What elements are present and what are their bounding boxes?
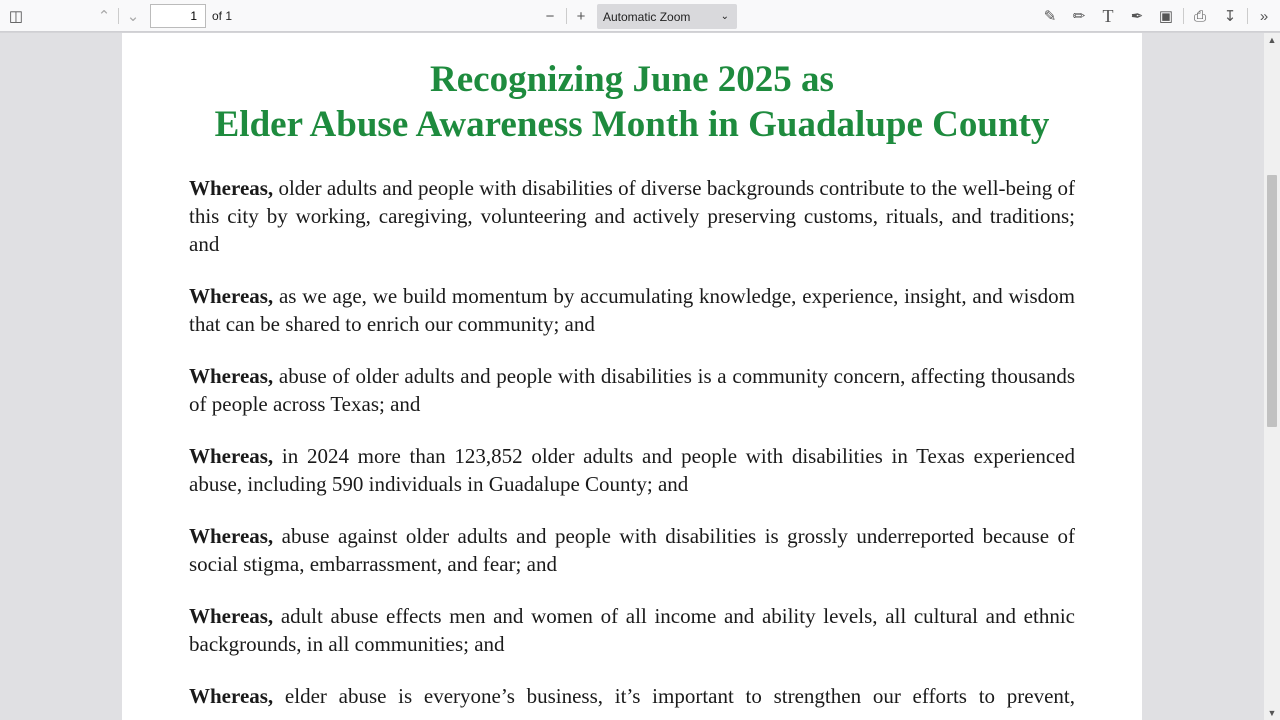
sidebar-toggle-icon[interactable]: ◫ — [8, 8, 24, 25]
toolbar-separator — [1247, 8, 1248, 24]
whereas-text: adult abuse effects men and women of all income and ability levels, all cultural and ethnic backgrounds, in all communities; and — [189, 604, 1075, 656]
pdf-toolbar — [0, 0, 1280, 32]
more-tools-icon[interactable]: » — [1259, 7, 1269, 25]
pdf-page — [122, 33, 1142, 720]
toolbar-separator — [1183, 8, 1184, 24]
whereas-lead: Whereas, — [189, 284, 274, 308]
zoom-in-button[interactable]: + — [576, 7, 586, 25]
whereas-lead: Whereas, — [189, 604, 274, 628]
whereas-lead: Whereas, — [189, 684, 274, 708]
whereas-paragraph — [189, 522, 1075, 578]
zoom-select[interactable] — [597, 4, 737, 29]
title-line-2: Elder Abuse Awareness Month in Guadalupe County — [214, 104, 1050, 145]
toolbar-separator — [118, 8, 119, 24]
whereas-text: abuse against older adults and people with disabilities is grossly underreported because of social stigma, embarrassment, and fear; and — [189, 524, 1075, 576]
whereas-text: abuse of older adults and people with disabilities is a community concern, affecting thousands of people across Texas; and — [189, 364, 1075, 416]
zoom-out-button[interactable]: − — [545, 7, 555, 25]
whereas-lead: Whereas, — [189, 364, 274, 388]
whereas-text: in 2024 more than 123,852 older adults and people with disabilities in Texas experienced abuse, including 590 individuals in Guadalupe County; and — [189, 444, 1075, 496]
highlighter-icon[interactable]: ✏ — [1072, 8, 1086, 25]
save-icon[interactable]: ↧ — [1223, 8, 1237, 25]
whereas-paragraph — [189, 442, 1075, 498]
scroll-down-arrow-icon[interactable]: ▼ — [1267, 708, 1277, 718]
whereas-text: elder abuse is everyone’s business, it’s important to strengthen our efforts to prevent, — [273, 684, 1075, 708]
vertical-scrollbar[interactable] — [1264, 33, 1280, 720]
highlight-edit-icon[interactable]: ✎ — [1043, 8, 1057, 25]
toolbar-separator — [566, 8, 567, 24]
draw-icon[interactable]: ✒ — [1130, 8, 1144, 25]
whereas-text: older adults and people with disabilities of diverse backgrounds contribute to the well-being of this city by working, caregiving, volunteering and actively preserving customs, rituals, and traditions; and — [189, 176, 1075, 256]
whereas-paragraph — [189, 602, 1075, 658]
whereas-paragraph — [189, 362, 1075, 418]
scrollbar-thumb[interactable] — [1267, 175, 1277, 427]
whereas-lead: Whereas, — [189, 524, 274, 548]
scroll-up-arrow-icon[interactable]: ▲ — [1267, 35, 1277, 45]
whereas-lead: Whereas, — [189, 176, 274, 200]
image-icon[interactable]: ▣ — [1158, 8, 1174, 25]
next-page-button[interactable]: ⌄ — [126, 8, 140, 25]
zoom-value: Automatic Zoom — [603, 9, 691, 24]
whereas-text: as we age, we build momentum by accumulating knowledge, experience, insight, and wisdom that can be shared to enrich our community; and — [189, 284, 1075, 336]
previous-page-button[interactable]: ⌃ — [97, 8, 111, 25]
whereas-lead: Whereas, — [189, 444, 274, 468]
document-viewer — [0, 33, 1264, 720]
whereas-paragraph — [189, 282, 1075, 338]
whereas-paragraph — [189, 174, 1075, 258]
page-count: of 1 — [212, 9, 233, 23]
whereas-paragraph — [189, 682, 1075, 710]
title-line-1: Recognizing June 2025 as — [430, 59, 834, 100]
chevron-down-icon: ⌄ — [720, 11, 729, 22]
text-tool-icon[interactable]: T — [1102, 5, 1114, 26]
page-number-input[interactable] — [150, 4, 206, 28]
print-icon[interactable]: ⎙ — [1193, 7, 1206, 25]
